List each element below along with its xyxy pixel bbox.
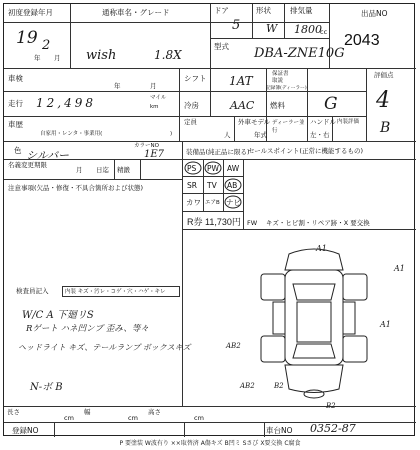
width-label: 幅	[84, 408, 91, 416]
equip-tv: TV	[207, 181, 217, 190]
import-model-label: 外車モデル	[238, 118, 271, 126]
history-sub: 自家用・レンタ・事業用(	[40, 131, 103, 137]
month-unit: 月	[54, 54, 61, 62]
equipment-circle-marks	[184, 161, 244, 211]
fw-items: キズ・ヒビ割・リペア跡・X 要交換	[266, 219, 370, 227]
inspector-items: 内装 キズ・汚レ・コゲ・穴・ハゲ・キレ	[65, 289, 166, 295]
equip-leather: カワ	[186, 198, 201, 207]
lot-no-label: 出品NO	[361, 9, 388, 18]
inspection-month-unit: 月	[150, 82, 157, 90]
history-close: )	[170, 131, 173, 137]
handle-label: ハンドル	[310, 118, 336, 126]
interior-score-label: 内装評価	[337, 119, 360, 125]
shape-label: 形状	[256, 6, 271, 15]
rule	[184, 422, 185, 437]
rule	[4, 406, 416, 407]
shift-label: シフト	[184, 74, 207, 83]
damage-mark-left-rear: AB2	[240, 382, 255, 390]
inspection-year-unit: 年	[114, 82, 121, 90]
model-grade-label: 通称車名・グレード	[102, 8, 170, 17]
rule	[4, 116, 366, 117]
rule	[210, 4, 211, 116]
door-value: 5	[232, 18, 241, 33]
first-reg-month: 2	[42, 38, 51, 53]
rule	[264, 422, 265, 437]
lot-no-value: 2043	[344, 32, 380, 49]
equip-pw: PW	[207, 164, 219, 173]
aircon-value: AAC	[230, 99, 255, 112]
rule	[234, 116, 235, 141]
capacity-unit: 人	[224, 131, 231, 139]
name-change-label: 名義変更期限	[8, 161, 47, 169]
shape-value: W	[266, 22, 278, 35]
import-year-label: 年式	[254, 131, 267, 139]
chassis-no-label: 車台NO	[266, 426, 293, 435]
chassis-no-value: 0352-87	[310, 422, 356, 435]
warranty-label: 保証書	[272, 71, 289, 77]
history-label: 車歴	[8, 120, 23, 129]
first-reg-label: 初度登録年月	[8, 8, 53, 17]
rule	[4, 179, 182, 180]
score-value: 4	[376, 88, 390, 113]
deadline-month: 月	[76, 166, 83, 174]
deadline-day: 日迄	[96, 166, 109, 174]
aircon-label: 冷房	[184, 101, 199, 110]
grade-name: 1.8X	[154, 48, 182, 62]
notes-label: 注意事項(欠品・修復・不具合箇所および状態)	[8, 184, 144, 192]
shift-value: 1AT	[229, 74, 253, 88]
rule	[4, 22, 329, 23]
height-label: 高さ	[148, 408, 161, 416]
katashiki-label: 型式	[214, 42, 229, 51]
inspector-label: 検査員記入	[16, 287, 49, 295]
equip-airbag: エアB	[205, 200, 220, 206]
rule	[210, 38, 329, 39]
damage-mark-rear-left: B2	[274, 382, 284, 390]
rule	[54, 422, 55, 437]
legend-footer: P 要塗装 W波有り ××取替済 A傷キズ B凹ミ Sさび X要交換 C腐食	[119, 440, 301, 447]
fuel-value: G	[324, 94, 338, 114]
recycle-fee: R券 11,730円	[187, 217, 241, 227]
displacement-label: 排気量	[290, 6, 313, 15]
door-label: ドア	[214, 6, 229, 15]
handle-options: 左・右	[310, 131, 330, 139]
color-label: 色	[14, 146, 22, 155]
rule	[4, 91, 366, 92]
mile-unit: マイル	[150, 95, 167, 101]
dealer-label: ディーラー並行	[272, 120, 305, 134]
fw-label: FW	[247, 219, 258, 227]
record-book-label: 記録簿(ディーラー)	[266, 85, 307, 91]
cc-label: cc	[320, 28, 328, 36]
rule	[183, 229, 416, 230]
capacity-label: 定員	[184, 118, 197, 126]
sales-point-label: セールスポイント(正常に機能するもの)	[248, 147, 363, 155]
first-reg-year: 19	[16, 28, 38, 48]
rule	[140, 159, 141, 179]
rule	[284, 4, 285, 38]
equipment-label: 装備品(純正品に限る)	[186, 148, 250, 156]
auction-inspection-sheet	[3, 3, 415, 436]
equip-aw: AW	[227, 164, 240, 173]
length-cm: cm	[64, 414, 74, 422]
note-line-2: Rゲート ハネ凹ンプ 歪み、等々	[26, 324, 149, 334]
damage-mark-right-front: A1	[394, 264, 405, 273]
equip-ab: AB	[227, 181, 238, 190]
displacement-value: 1800	[294, 23, 322, 36]
mileage-label: 走行	[8, 99, 23, 108]
rule	[179, 68, 180, 141]
fine-label: 精鍛	[117, 166, 130, 174]
katashiki-value: DBA-ZNE10G	[254, 46, 345, 61]
interior-score-value: B	[380, 120, 391, 136]
color-no-value: 1E7	[144, 149, 165, 160]
score-label: 評価点	[374, 71, 394, 79]
rule	[366, 68, 367, 141]
car-diagram	[239, 244, 389, 404]
width-cm: cm	[128, 414, 138, 422]
rule	[4, 141, 416, 142]
manual-label: 取説	[272, 78, 284, 84]
year-unit: 年	[34, 54, 41, 62]
note-line-4: N-ボ B	[30, 382, 63, 393]
km-unit: km	[150, 104, 159, 110]
rule	[183, 211, 243, 212]
length-label: 長さ	[7, 408, 20, 416]
note-line-1: W/C A 下廻リS	[22, 310, 94, 321]
rule	[114, 159, 115, 179]
color-no-label: カラーNO	[134, 143, 159, 149]
reg-no-label: 登録NO	[12, 426, 39, 435]
rule	[307, 68, 308, 141]
equip-ps: PS	[187, 164, 197, 173]
equip-navi: ナビ	[226, 198, 241, 207]
fuel-label: 燃料	[270, 101, 285, 110]
note-line-3: ヘッドライト キズ、テールランプ ボックスキズ	[18, 343, 191, 352]
mileage-value: 12,498	[36, 96, 96, 110]
damage-mark-left: AB2	[226, 342, 241, 350]
damage-mark-rear: B2	[326, 402, 336, 410]
rule	[70, 4, 71, 68]
height-cm: cm	[194, 414, 204, 422]
damage-mark-front: A1	[316, 244, 327, 253]
damage-mark-right: A1	[380, 320, 391, 329]
rule	[252, 4, 253, 38]
inspection-label: 車検	[8, 74, 23, 83]
equip-sr: SR	[187, 181, 197, 190]
rule	[182, 141, 183, 406]
model-name: wish	[86, 48, 117, 63]
color-value: シルバー	[26, 149, 69, 162]
